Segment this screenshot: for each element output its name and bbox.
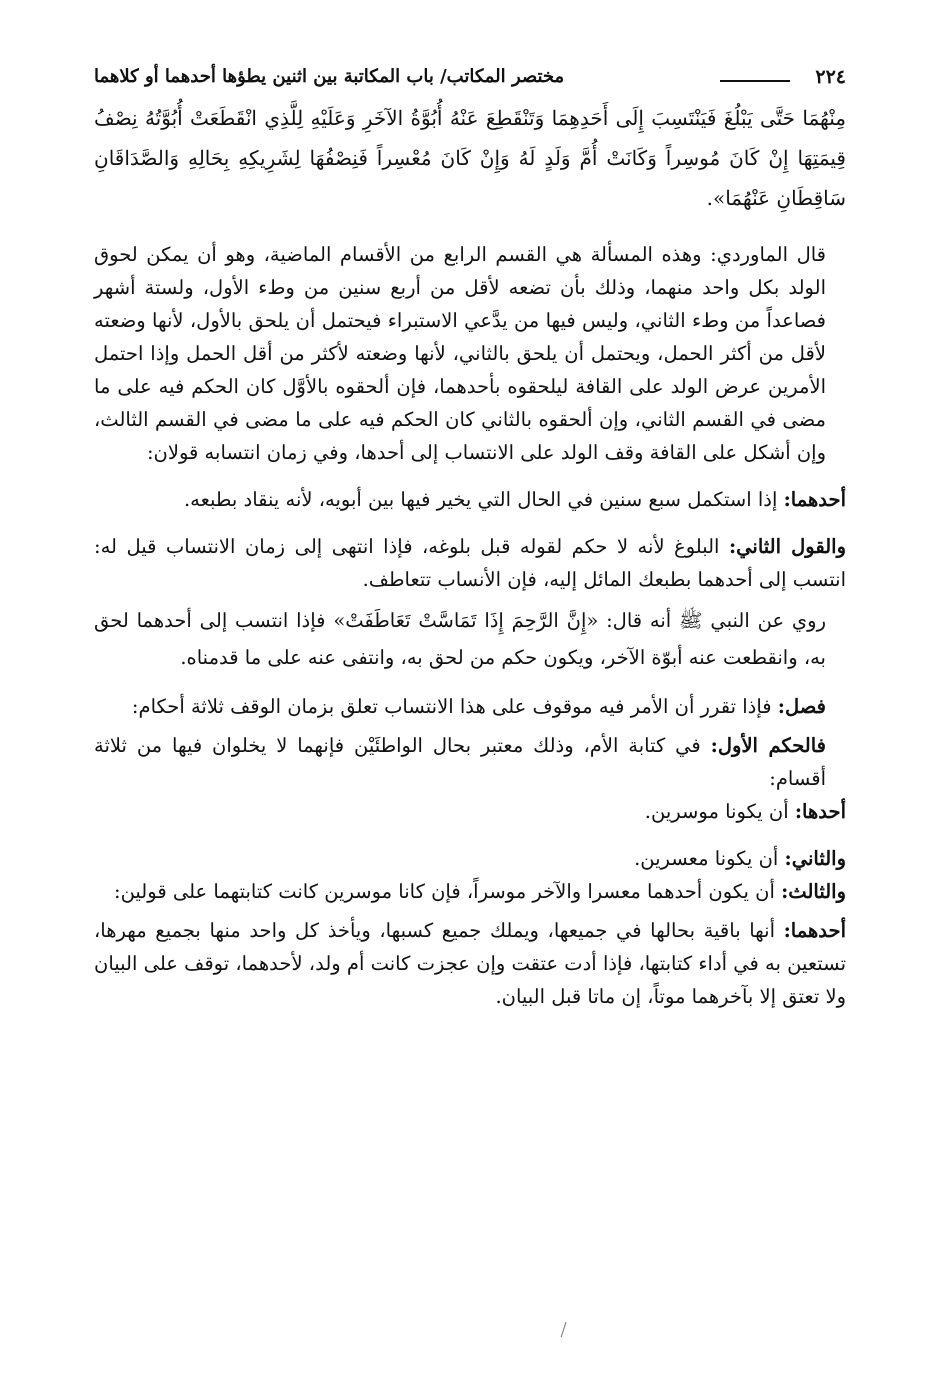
page-number: ٢٢٤ bbox=[815, 66, 846, 88]
paragraph-text: البلوغ لأنه لا حكم لقوله قبل بلوغه، فإذا انتهى إلى زمان الانتساب قيل له: انتسب إلى أحدهما بطبعك المائل إليه، فإن الأنساب تتعاطف. bbox=[94, 535, 846, 591]
paragraph-text: أنها باقية بحالها في جميعها، ويملك جميع كسبها، ويأخذ كل واحد منها بجميع مهرها، تستعين به في أداء كتابتها، فإذا أدت عتقت وإن عجزت كانت أم ولد، لأحدهما، توقف على البيان ولا تعتق إلا بآخرهما موتاً، إن ماتا قبل البيان. bbox=[94, 919, 846, 1008]
case-two-paragraph bbox=[94, 842, 846, 875]
paragraph-text: قال الماوردي: وهذه المسألة هي القسم الرابع من الأقسام الماضية، وهو أن يمكن لحوق الولد بكل واحد منهما، وذلك بأن تضعه لأقل من أربع سنين من وطء الأول، ولستة أشهر فصاعداً من وطء الثاني، وليس فيها من يدَّعي الاستبراء فيحتمل أن يلحق بالأول، لأنها وضعته لأقل من أكثر الحمل، ويحتمل أن يلحق بالثاني، لأنها وضعته لأكثر من أقل الحمل وإذا احتمل الأمرين عرض الولد على القافة ليلحقوه بأحدهما، فإن ألحقوه بالأوَّل كان الحكم فيه على ما مضى في القسم الثاني، وإن ألحقوه بالثاني كان الحكم فيه على ما مضى في القسم الثالث، وإن أشكل على القافة وقف الولد على الانتساب إلى أحدها، وفي زمان انتسابه قولان: bbox=[94, 243, 826, 464]
running-header bbox=[94, 64, 846, 92]
opinion-one-paragraph bbox=[94, 483, 846, 516]
paragraph-label: والثالث: bbox=[781, 880, 846, 903]
paragraph-text: إذا استكمل سبع سنين في الحال التي يخير فيها بين أبويه، لأنه ينقاد بطبعه. bbox=[183, 488, 784, 511]
hadith-paragraph bbox=[94, 602, 846, 676]
paragraph-label: أحدهما: bbox=[783, 488, 846, 511]
opinion-two-paragraph bbox=[94, 530, 846, 596]
paragraph-text: أن يكونا موسرين. bbox=[644, 800, 795, 823]
scan-mark bbox=[561, 1322, 569, 1338]
paragraph-label: والقول الثاني: bbox=[728, 535, 846, 558]
paragraph-text: أن يكون أحدهما معسرا والآخر موسراً، فإن كانا موسرين كانت كتابتهما على قولين: bbox=[114, 880, 782, 903]
section-paragraph bbox=[94, 690, 846, 723]
paragraph-text: في كتابة الأم، وذلك معتبر بحال الواطئَيْن فإنهما لا يخلوان فيها من ثلاثة أقسام: bbox=[94, 734, 826, 790]
paragraph-label: أحدها: bbox=[794, 800, 846, 823]
page-body bbox=[94, 98, 846, 1013]
header-title: مختصر المكاتب/ باب المكاتبة بين اثنين يطؤها أحدهما أو كلاهما bbox=[94, 66, 565, 87]
commentary-paragraph bbox=[94, 238, 846, 469]
paragraph-text: مِنْهُمَا حَتَّى يَبْلُغَ فَيَنْتَسِبَ إِلَى أَحَدِهِمَا وَتَنْقَطِعَ عَنْهُ أُبُوَّةُ الآخَرِ وَعَلَيْهِ لِلَّذِي انْقَطَعَتْ أُبُوَّتُهُ نِصْفُ قِيمَتِهَا إِنْ كَانَ مُوسِراً وَكَانَتْ أُمَّ وَلَدٍ لَهُ وَإِنْ كَانَ مُعْسِراً فَنِصْفُهَا لِشَرِيكِهِ بِحَالِهِ وَالصَّدَاقَانِ سَاقِطَانِ عَنْهُمَا». bbox=[94, 106, 846, 210]
first-view-paragraph bbox=[94, 914, 846, 1013]
paragraph-text: أن يكونا معسرين. bbox=[634, 847, 785, 870]
paragraph-label: والثاني: bbox=[784, 847, 846, 870]
paragraph-text: روي عن النبي ﷺ أنه قال: «إِنَّ الرَّحِمَ إِذَا تَمَاسَّتْ تَعَاطَفَتْ» فإذا انتسب إلى أحدهما لحق به، وانقطعت عنه أبوّة الآخر، ويكون حكم من لحق به، وانتفى عنه على ما قدمناه. bbox=[94, 609, 826, 669]
paragraph-label: فصل: bbox=[777, 695, 826, 718]
paragraph-label: فالحكم الأول: bbox=[710, 734, 826, 757]
case-three-paragraph bbox=[94, 875, 846, 908]
header-rule bbox=[720, 80, 790, 82]
quoted-text-paragraph bbox=[94, 98, 846, 218]
first-ruling-paragraph bbox=[94, 729, 846, 795]
paragraph-label: أحدهما: bbox=[783, 919, 846, 942]
case-one-paragraph bbox=[94, 795, 846, 828]
paragraph-text: فإذا تقرر أن الأمر فيه موقوف على هذا الانتساب تعلق بزمان الوقف ثلاثة أحكام: bbox=[131, 695, 778, 718]
